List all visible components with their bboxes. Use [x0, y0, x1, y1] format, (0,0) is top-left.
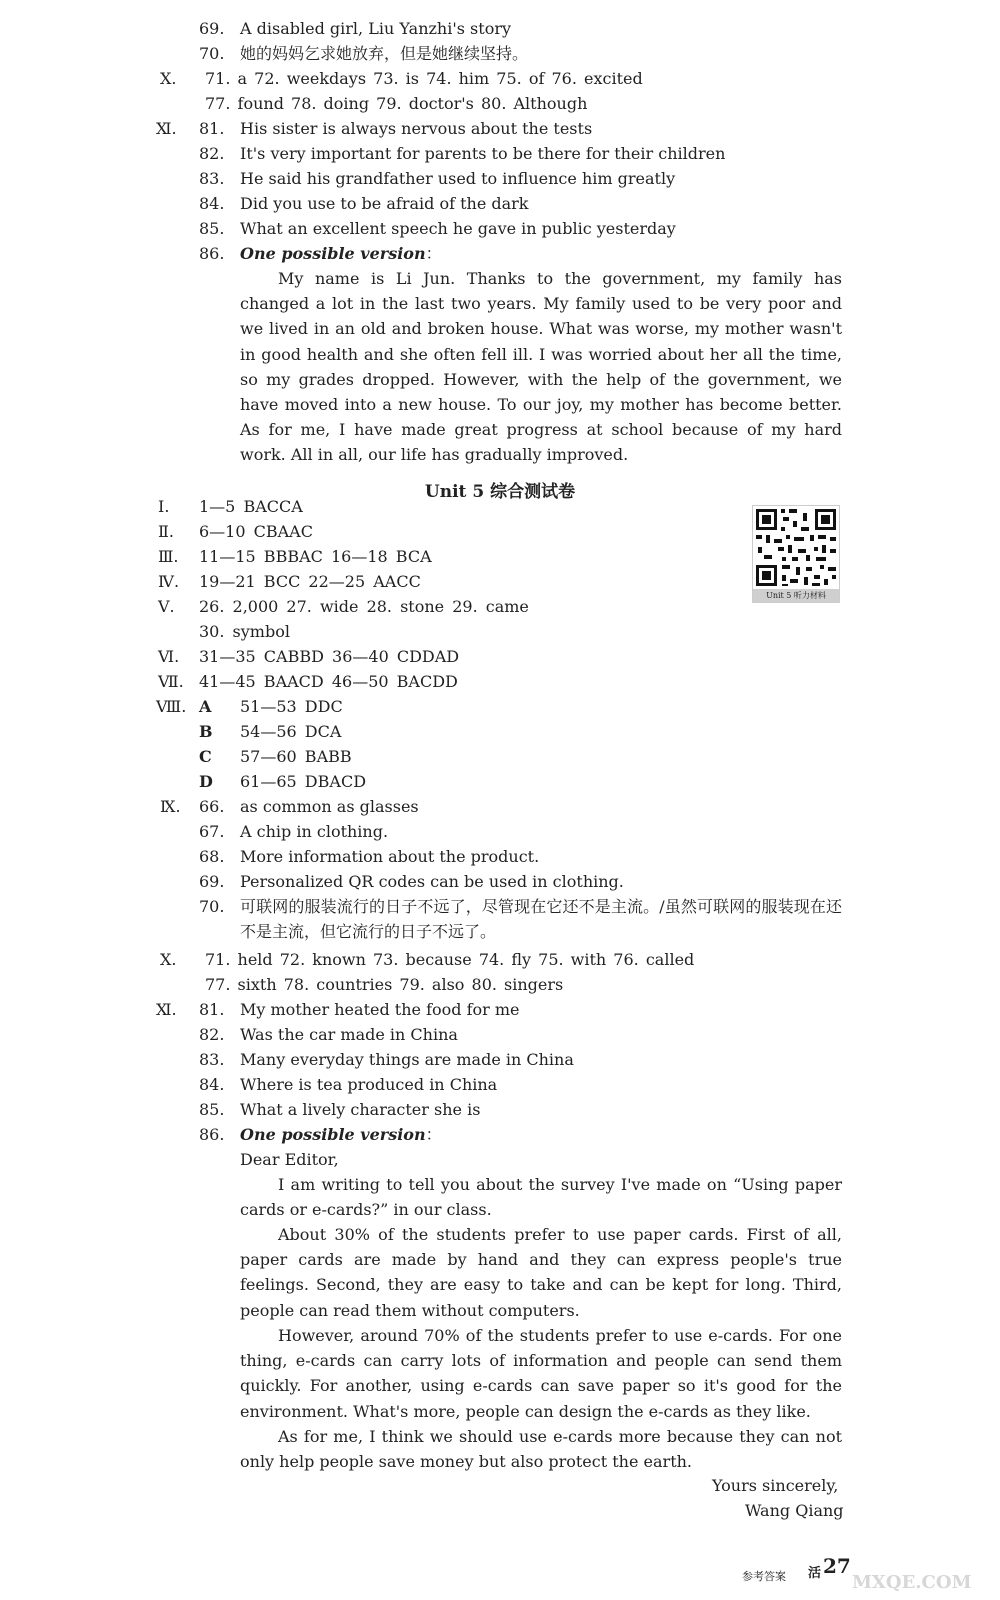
letter-paragraph-3: However, around 70% of the students prefer to use e-cards. For one thing, e-cards can carry lots of information and people can send them quickly. For another, using e-cards can save paper so it's good for the environment. What's more, people can design the e-cards as they like. — [240, 1326, 842, 1421]
answer-5-numeral: Ⅴ. — [158, 597, 175, 616]
item-69-answer: A disabled girl, Liu Yanzhi's story — [240, 19, 512, 38]
version-colon-2: ： — [425, 1125, 442, 1144]
part-c-answer: 57—60 BABB — [240, 747, 352, 766]
item-82b-number: 82. — [199, 1025, 225, 1044]
item-70-number: 70. — [199, 44, 225, 63]
item-86-heading — [240, 244, 442, 264]
item-81b-answer: My mother heated the food for me — [240, 1000, 520, 1019]
part-d-label: D — [199, 772, 213, 791]
item-67-answer: A chip in clothing. — [240, 822, 389, 841]
item-66-number: 66. — [199, 797, 225, 816]
answer-8-numeral: Ⅶ. — [158, 672, 184, 691]
letter-paragraph-1: I am writing to tell you about the survey I've made on “Using paper cards or e-cards?” in our class. — [240, 1175, 842, 1220]
item-83b-number: 83. — [199, 1050, 225, 1069]
item-81-number: 81. — [199, 119, 225, 138]
item-69b-answer: Personalized QR codes can be used in clothing. — [240, 872, 624, 891]
item-82-answer: It's very important for parents to be there for their children — [240, 144, 726, 163]
answer-4-text: 19—21 BCC 22—25 AACC — [199, 572, 421, 591]
letter-signature: Wang Qiang — [745, 1501, 844, 1520]
item-86b-heading — [240, 1125, 442, 1145]
item-84-answer: Did you use to be afraid of the dark — [240, 194, 529, 213]
item-83b-answer: Many everyday things are made in China — [240, 1050, 574, 1069]
page-number: 27 — [823, 1554, 851, 1578]
section-11b-numeral: Ⅺ. — [156, 1000, 177, 1019]
answer-2-text: 6—10 CBAAC — [199, 522, 313, 541]
qr-caption: Unit 5 听力材料 — [753, 589, 839, 602]
section-9-numeral: Ⅸ. — [160, 797, 181, 816]
item-82-number: 82. — [199, 144, 225, 163]
section-8-numeral: Ⅷ. — [156, 697, 187, 716]
letter-paragraph-2: About 30% of the students prefer to use paper cards. First of all, paper cards are made by hand and they can express people's true feelings. Second, they are easy to take and can be kept for long. Third, people can read them without computers. — [240, 1225, 842, 1320]
section-10b-row2: 77. sixth 78. countries 79. also 80. singers — [205, 975, 564, 994]
watermark: MXQE.COM — [852, 1572, 972, 1593]
answer-3-numeral: Ⅲ. — [158, 547, 179, 566]
item-70b-answer: 可联网的服装流行的日子不远了，尽管现在它还不是主流。/虽然可联网的服装现在还不是主流，但它流行的日子不远了。 — [240, 897, 842, 941]
item-69-number: 69. — [199, 19, 225, 38]
section-11-numeral: Ⅺ. — [156, 119, 177, 138]
item-86b-number: 86. — [199, 1125, 225, 1144]
qr-code[interactable] — [752, 505, 840, 603]
section-10-row1: 71. a 72. weekdays 73. is 74. him 75. of 76. excited — [205, 69, 643, 88]
letter-salutation: Dear Editor, — [240, 1150, 339, 1169]
qr-pattern-icon — [753, 506, 839, 589]
item-68-answer: More information about the product. — [240, 847, 540, 866]
answer-6-text: 30. symbol — [199, 622, 290, 641]
letter-paragraph-4: As for me, I think we should use e-cards more because they can not only help people save money but also protect the earth. — [240, 1427, 842, 1472]
item-83-answer: He said his grandfather used to influence him greatly — [240, 169, 676, 188]
footer-prefix: 活 — [808, 1566, 822, 1581]
answer-8-text: 41—45 BAACD 46—50 BACDD — [199, 672, 458, 691]
answer-4-numeral: Ⅳ. — [158, 572, 180, 591]
part-c-label: C — [199, 747, 212, 766]
section-10b-row1: 71. held 72. known 73. because 74. fly 75. with 76. called — [205, 950, 695, 969]
item-66-answer: as common as glasses — [240, 797, 419, 816]
item-81b-number: 81. — [199, 1000, 225, 1019]
item-68-number: 68. — [199, 847, 225, 866]
answer-7-numeral: Ⅵ. — [158, 647, 180, 666]
part-d-answer: 61—65 DBACD — [240, 772, 367, 791]
letter-closing: Yours sincerely, — [712, 1476, 839, 1495]
item-85-answer: What an excellent speech he gave in public yesterday — [240, 219, 676, 238]
item-85b-number: 85. — [199, 1100, 225, 1119]
answer-3-text: 11—15 BBBAC 16—18 BCA — [199, 547, 432, 566]
version-label: One possible version — [240, 244, 426, 263]
version-label-2: One possible version — [240, 1125, 426, 1144]
answer-7-text: 31—35 CABBD 36—40 CDDAD — [199, 647, 460, 666]
item-81-answer: His sister is always nervous about the tests — [240, 119, 593, 138]
part-b-label: B — [199, 722, 213, 741]
item-85-number: 85. — [199, 219, 225, 238]
item-67-number: 67. — [199, 822, 225, 841]
item-82b-answer: Was the car made in China — [240, 1025, 458, 1044]
footer-label: 参考答案 — [742, 1570, 786, 1583]
section-10-numeral: Ⅹ. — [160, 69, 177, 88]
item-70b-number: 70. — [199, 897, 225, 916]
item-70-answer: 她的妈妈乞求她放弃，但是她继续坚持。 — [240, 44, 529, 63]
answer-2-numeral: Ⅱ. — [158, 522, 174, 541]
item-84-number: 84. — [199, 194, 225, 213]
unit5-title: Unit 5 综合测试卷 — [424, 482, 576, 502]
part-b-answer: 54—56 DCA — [240, 722, 342, 741]
answer-1-text: 1—5 BACCA — [199, 497, 303, 516]
item-84b-number: 84. — [199, 1075, 225, 1094]
section-10-row2: 77. found 78. doing 79. doctor's 80. Although — [205, 94, 588, 113]
essay-1: My name is Li Jun. Thanks to the government, my family has changed a lot in the last two years. My family used to be very poor and we lived in an old and broken house. What was worse, my mother wasn't in good health and she often fell ill. I was worried about her all the time, so my grades dropped. However, with the help of the government, we have moved into a new house. To our joy, my mother has become better. As for me, I have made great progress at school because of my hard work. All in all, our life has gradually improved. — [240, 269, 842, 465]
item-83-number: 83. — [199, 169, 225, 188]
item-69b-number: 69. — [199, 872, 225, 891]
answer-5-text: 26. 2,000 27. wide 28. stone 29. came — [199, 597, 529, 616]
item-84b-answer: Where is tea produced in China — [240, 1075, 498, 1094]
item-85b-answer: What a lively character she is — [240, 1100, 481, 1119]
version-colon: ： — [425, 244, 442, 263]
section-10b-numeral: Ⅹ. — [160, 950, 177, 969]
item-86-number: 86. — [199, 244, 225, 263]
answer-1-numeral: Ⅰ. — [158, 497, 170, 516]
part-a-label: A — [199, 697, 212, 716]
part-a-answer: 51—53 DDC — [240, 697, 343, 716]
